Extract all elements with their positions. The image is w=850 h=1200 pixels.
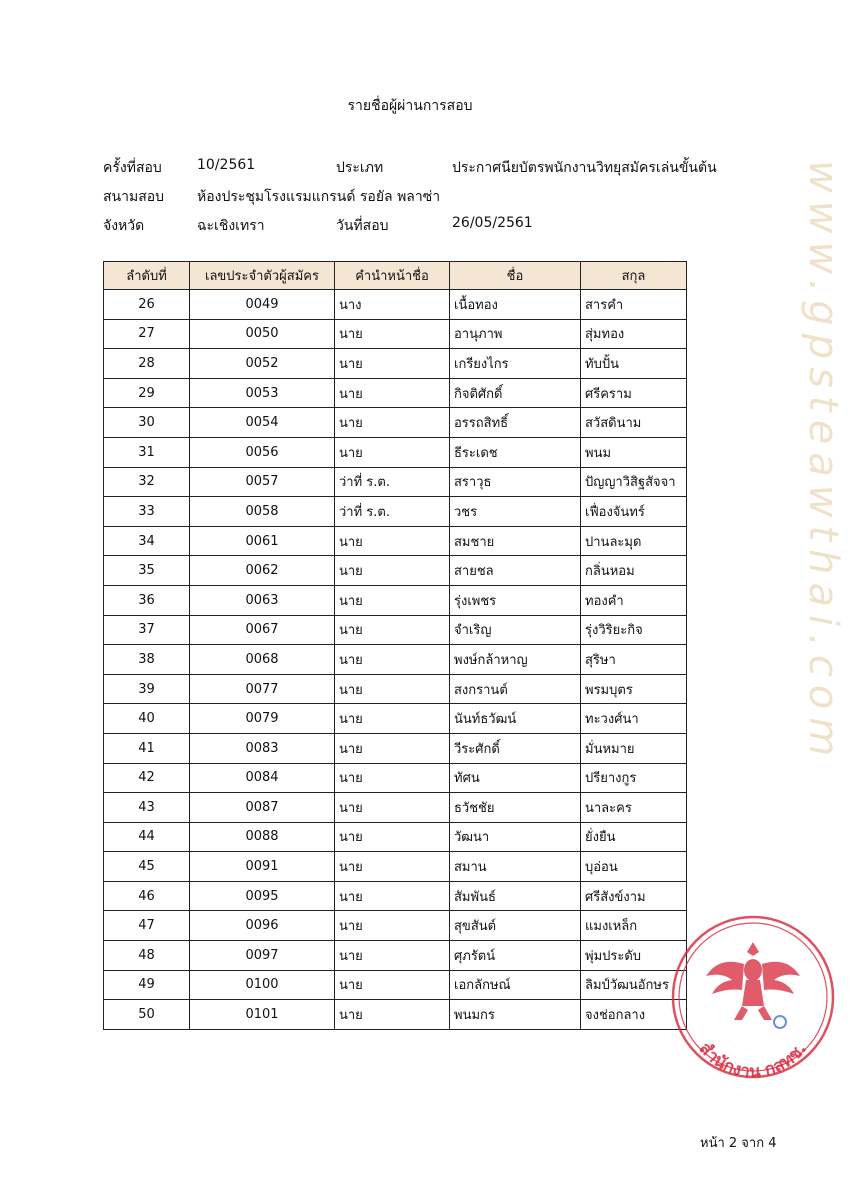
cell-prefix: นาย: [335, 585, 450, 615]
cell-surname: สุริษา: [581, 645, 687, 675]
cell-first-name: วีระศักดิ์: [450, 733, 581, 763]
cell-applicant-id: 0095: [190, 881, 335, 911]
province-label: จังหวัด: [103, 218, 145, 234]
watermark-text: www.gpsteawthai.com: [800, 160, 846, 765]
cell-surname: แมงเหล็ก: [581, 911, 687, 941]
cell-applicant-id: 0084: [190, 763, 335, 793]
cell-order: 36: [104, 585, 190, 615]
cell-first-name: ธวัชชัย: [450, 793, 581, 823]
header-first-name: ชื่อ: [450, 262, 581, 290]
cell-surname: มั่นหมาย: [581, 733, 687, 763]
cell-first-name: พงษ์กล้าหาญ: [450, 645, 581, 675]
cell-applicant-id: 0101: [190, 1000, 335, 1030]
cell-first-name: วชร: [450, 497, 581, 527]
cell-applicant-id: 0054: [190, 408, 335, 438]
cell-first-name: สมาน: [450, 852, 581, 882]
cell-surname: ปานละมุด: [581, 526, 687, 556]
cell-surname: นาละคร: [581, 793, 687, 823]
cell-first-name: อรรถสิทธิ์: [450, 408, 581, 438]
cell-order: 47: [104, 911, 190, 941]
cell-prefix: นาย: [335, 852, 450, 882]
cell-applicant-id: 0067: [190, 615, 335, 645]
cell-prefix: นาย: [335, 556, 450, 586]
cell-prefix: นาย: [335, 1000, 450, 1030]
cell-surname: กลิ่นหอม: [581, 556, 687, 586]
header-prefix: คำนำหน้าชื่อ: [335, 262, 450, 290]
cell-prefix: นาย: [335, 881, 450, 911]
cell-applicant-id: 0083: [190, 733, 335, 763]
cell-applicant-id: 0061: [190, 526, 335, 556]
cell-prefix: นาย: [335, 378, 450, 408]
cell-order: 33: [104, 497, 190, 527]
cell-first-name: เกรียงไกร: [450, 349, 581, 379]
cell-applicant-id: 0091: [190, 852, 335, 882]
exam-date-value: 26/05/2561: [452, 215, 533, 231]
cell-first-name: สราวุธ: [450, 467, 581, 497]
cell-first-name: เอกลักษณ์: [450, 970, 581, 1000]
cell-prefix: นาย: [335, 408, 450, 438]
cell-order: 46: [104, 881, 190, 911]
type-value: ประกาศนียบัตรพนักงานวิทยุสมัครเล่นขั้นต้น: [452, 160, 717, 176]
table-row: [104, 852, 687, 882]
cell-first-name: อานุภาพ: [450, 319, 581, 349]
cell-applicant-id: 0049: [190, 290, 335, 320]
cell-first-name: สงกรานต์: [450, 674, 581, 704]
cell-applicant-id: 0063: [190, 585, 335, 615]
cell-prefix: นาย: [335, 645, 450, 675]
cell-prefix: นาย: [335, 793, 450, 823]
cell-surname: ทับปั้น: [581, 349, 687, 379]
page-title: รายชื่อผู้ผ่านการสอบ: [347, 98, 473, 114]
cell-order: 49: [104, 970, 190, 1000]
cell-surname: ทะวงศ์นา: [581, 704, 687, 734]
cell-order: 41: [104, 733, 190, 763]
table-row: [104, 733, 687, 763]
cell-first-name: เนื้อทอง: [450, 290, 581, 320]
cell-order: 28: [104, 349, 190, 379]
cell-surname: เฟื่องจันทร์: [581, 497, 687, 527]
cell-prefix: นาย: [335, 704, 450, 734]
cell-prefix: ว่าที่ ร.ต.: [335, 467, 450, 497]
cell-surname: สวัสดินาม: [581, 408, 687, 438]
cell-surname: สารคำ: [581, 290, 687, 320]
cell-applicant-id: 0062: [190, 556, 335, 586]
cell-first-name: นันท์ธวัฒน์: [450, 704, 581, 734]
cell-order: 50: [104, 1000, 190, 1030]
header-order: ลำดับที่: [104, 262, 190, 290]
cell-surname: สุ่มทอง: [581, 319, 687, 349]
cell-applicant-id: 0100: [190, 970, 335, 1000]
seal-text: สำนักงาน กสทช.: [694, 1038, 812, 1082]
table-row: [104, 704, 687, 734]
table-row: [104, 585, 687, 615]
cell-order: 29: [104, 378, 190, 408]
cell-applicant-id: 0052: [190, 349, 335, 379]
table-row: [104, 497, 687, 527]
cell-first-name: สายชล: [450, 556, 581, 586]
table-row: [104, 467, 687, 497]
round-value: 10/2561: [197, 157, 256, 173]
venue-label: สนามสอบ: [103, 189, 165, 205]
table-row: [104, 1000, 687, 1030]
cell-applicant-id: 0088: [190, 822, 335, 852]
cell-applicant-id: 0056: [190, 437, 335, 467]
cell-order: 31: [104, 437, 190, 467]
table-row: [104, 319, 687, 349]
cell-surname: พุ่มประดับ: [581, 941, 687, 971]
cell-applicant-id: 0050: [190, 319, 335, 349]
cell-first-name: สัมพันธ์: [450, 881, 581, 911]
cell-first-name: รุ่งเพชร: [450, 585, 581, 615]
cell-order: 38: [104, 645, 190, 675]
table-row: [104, 290, 687, 320]
cell-order: 44: [104, 822, 190, 852]
cell-order: 35: [104, 556, 190, 586]
cell-order: 32: [104, 467, 190, 497]
table-row: [104, 349, 687, 379]
cell-first-name: สมชาย: [450, 526, 581, 556]
cell-prefix: นาย: [335, 970, 450, 1000]
cell-surname: ทองคำ: [581, 585, 687, 615]
cell-surname: ลิมป์วัฒนอักษร: [581, 970, 687, 1000]
cell-first-name: ทัศน: [450, 763, 581, 793]
cell-applicant-id: 0077: [190, 674, 335, 704]
cell-surname: พรมบุตร: [581, 674, 687, 704]
cell-prefix: ว่าที่ ร.ต.: [335, 497, 450, 527]
cell-first-name: จำเริญ: [450, 615, 581, 645]
cell-prefix: นาย: [335, 822, 450, 852]
cell-surname: รุ่งวิริยะกิจ: [581, 615, 687, 645]
cell-order: 37: [104, 615, 190, 645]
table-row: [104, 615, 687, 645]
garuda-emblem-icon: [706, 942, 800, 1028]
cell-order: 30: [104, 408, 190, 438]
cell-applicant-id: 0053: [190, 378, 335, 408]
cell-prefix: นาย: [335, 674, 450, 704]
table-row: [104, 911, 687, 941]
cell-surname: ปรียางกูร: [581, 763, 687, 793]
cell-surname: บุอ่อน: [581, 852, 687, 882]
office-seal-stamp: [668, 912, 838, 1082]
cell-order: 34: [104, 526, 190, 556]
cell-applicant-id: 0057: [190, 467, 335, 497]
cell-surname: ปัญญาวิสิฐสัจจา: [581, 467, 687, 497]
page-number: หน้า 2 จาก 4: [700, 1136, 777, 1151]
cell-order: 27: [104, 319, 190, 349]
passed-candidates-table: [103, 261, 687, 1030]
svg-text:สำนักงาน กสทช.: [695, 1039, 811, 1082]
cell-order: 48: [104, 941, 190, 971]
cell-applicant-id: 0079: [190, 704, 335, 734]
table-row: [104, 408, 687, 438]
header-surname: สกุล: [581, 262, 687, 290]
table-row: [104, 970, 687, 1000]
table-row: [104, 556, 687, 586]
cell-applicant-id: 0058: [190, 497, 335, 527]
table-row: [104, 941, 687, 971]
cell-prefix: นาย: [335, 319, 450, 349]
cell-surname: จงช่อกลาง: [581, 1000, 687, 1030]
cell-prefix: นาง: [335, 290, 450, 320]
type-label: ประเภท: [336, 160, 384, 176]
cell-surname: ยั่งยืน: [581, 822, 687, 852]
cell-surname: ศรีสังข์งาม: [581, 881, 687, 911]
table-row: [104, 645, 687, 675]
cell-surname: พนม: [581, 437, 687, 467]
cell-first-name: สุขสันต์: [450, 911, 581, 941]
cell-order: 43: [104, 793, 190, 823]
table-row: [104, 378, 687, 408]
table-row: [104, 674, 687, 704]
table-row: [104, 822, 687, 852]
cell-order: 40: [104, 704, 190, 734]
cell-applicant-id: 0097: [190, 941, 335, 971]
province-value: ฉะเชิงเทรา: [197, 218, 265, 234]
cell-prefix: นาย: [335, 733, 450, 763]
cell-first-name: ศุภรัตน์: [450, 941, 581, 971]
cell-prefix: นาย: [335, 437, 450, 467]
table-row: [104, 881, 687, 911]
cell-prefix: นาย: [335, 763, 450, 793]
cell-prefix: นาย: [335, 615, 450, 645]
table-row: [104, 763, 687, 793]
cell-prefix: นาย: [335, 911, 450, 941]
cell-applicant-id: 0068: [190, 645, 335, 675]
round-label: ครั้งที่สอบ: [103, 160, 162, 176]
table-row: [104, 526, 687, 556]
cell-applicant-id: 0087: [190, 793, 335, 823]
cell-applicant-id: 0096: [190, 911, 335, 941]
table-row: [104, 793, 687, 823]
cell-prefix: นาย: [335, 941, 450, 971]
cell-first-name: กิจติศักดิ์: [450, 378, 581, 408]
cell-order: 39: [104, 674, 190, 704]
cell-surname: ศรีคราม: [581, 378, 687, 408]
cell-first-name: วัฒนา: [450, 822, 581, 852]
cell-order: 45: [104, 852, 190, 882]
venue-value: ห้องประชุมโรงแรมแกรนด์ รอยัล พลาซ่า: [197, 189, 441, 205]
cell-first-name: พนมกร: [450, 1000, 581, 1030]
table-header-row: [104, 262, 687, 290]
cell-prefix: นาย: [335, 526, 450, 556]
cell-first-name: ธีระเดช: [450, 437, 581, 467]
exam-date-label: วันที่สอบ: [336, 218, 389, 234]
cell-order: 42: [104, 763, 190, 793]
header-applicant-id: เลขประจำตัวผู้สมัคร: [190, 262, 335, 290]
cell-order: 26: [104, 290, 190, 320]
table-row: [104, 437, 687, 467]
cell-prefix: นาย: [335, 349, 450, 379]
